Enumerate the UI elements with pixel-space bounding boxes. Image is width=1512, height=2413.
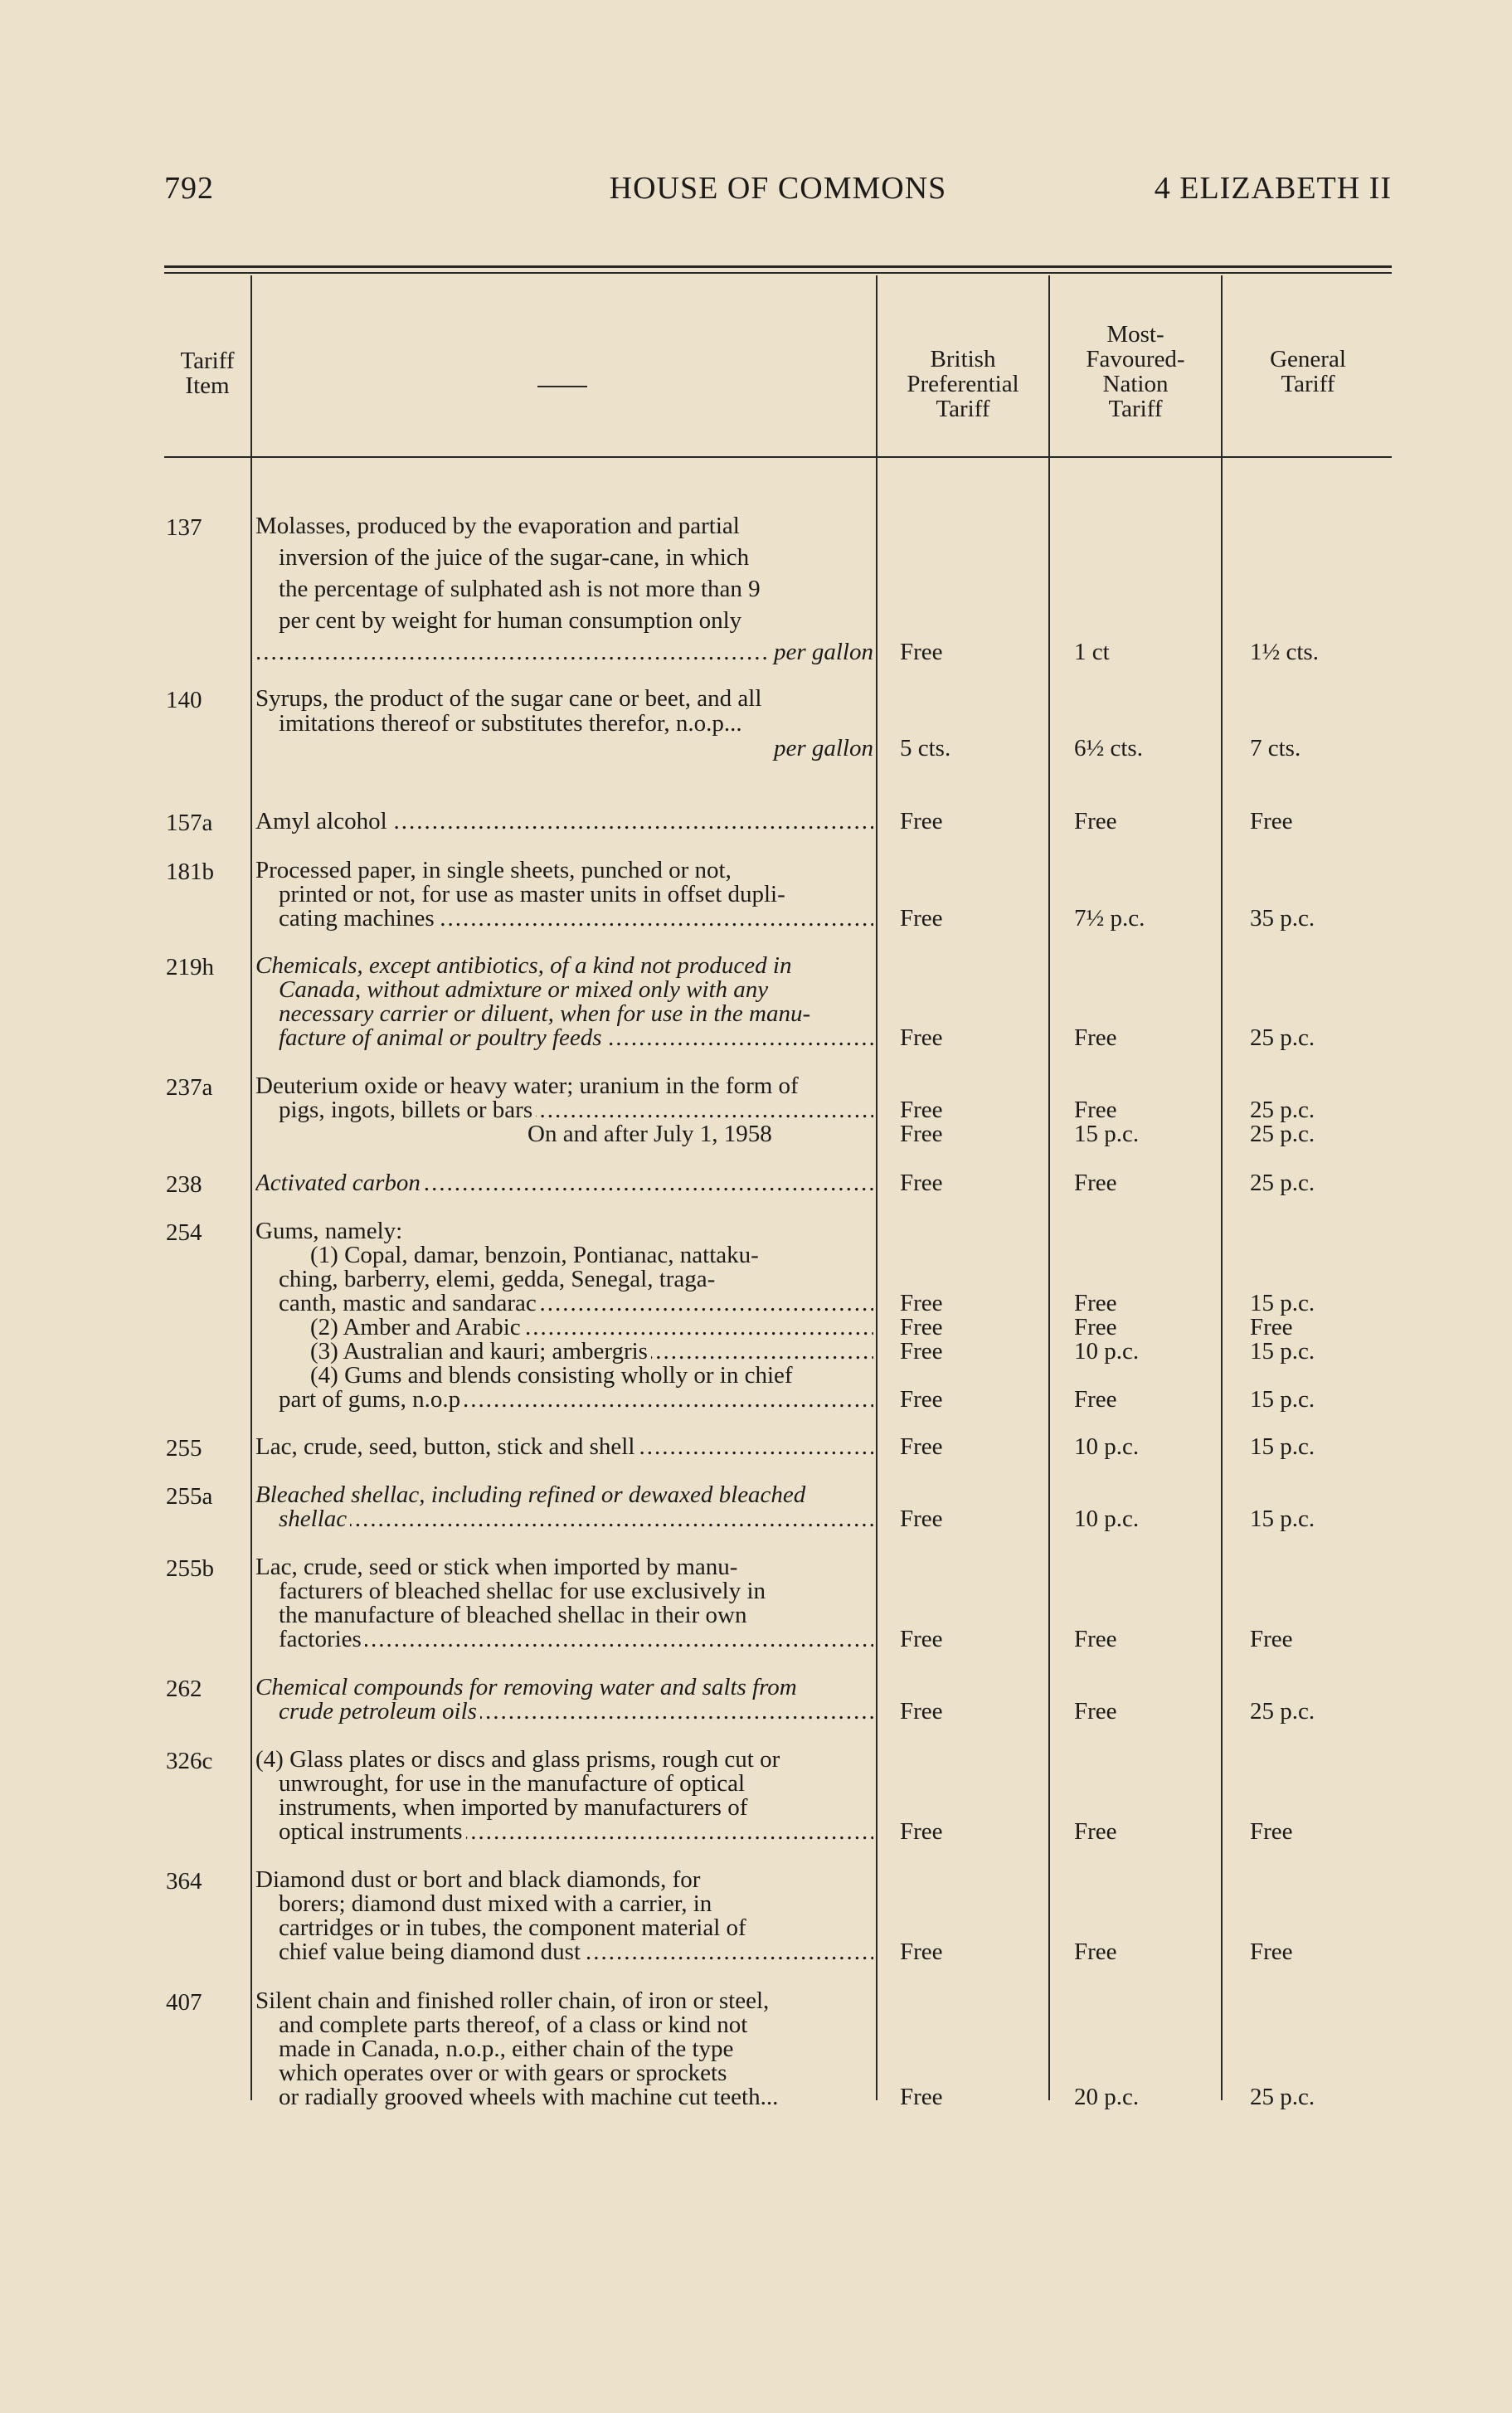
description-line: and complete parts thereof, of a class or kind not — [279, 2013, 873, 2037]
description-line: Chemical compounds for removing water and salts from — [255, 1676, 873, 1700]
general-tariff-rate: 25 p.c. — [1250, 1698, 1315, 1725]
british-preferential-rate: Free — [900, 1170, 943, 1196]
description-line: unwrought, for use in the manufacture of optical — [279, 1772, 873, 1796]
description-line: (2) Amber and Arabic ..... — [310, 1316, 873, 1340]
tariff-item-number: 137 — [166, 514, 202, 541]
most-favoured-nation-rate: 10 p.c. — [1074, 1433, 1140, 1460]
general-tariff-rate: 15 p.c. — [1250, 1386, 1315, 1413]
page-title: HOUSE OF COMMONS — [609, 171, 947, 206]
description-line: Gums, namely: — [255, 1219, 873, 1243]
description-line: canth, mastic and sandarac ..... — [279, 1292, 873, 1316]
description-line: Amyl alcohol ..... — [255, 810, 873, 834]
description-line: optical instruments ..... — [279, 1820, 873, 1844]
british-preferential-rate: Free — [900, 1024, 943, 1051]
description-line: made in Canada, n.o.p., either chain of the type — [279, 2037, 873, 2061]
general-tariff-rate: 15 p.c. — [1250, 1506, 1315, 1532]
description-line: (4) Gums and blends consisting wholly or in chief — [310, 1364, 873, 1388]
table-top-rule — [164, 265, 1392, 268]
page-number: 792 — [164, 171, 214, 206]
description-line: facturers of bleached shellac for use exclusively in — [279, 1579, 873, 1603]
description-line: Canada, without admixture or mixed only with any — [279, 978, 873, 1002]
british-preferential-rate: Free — [900, 1338, 943, 1365]
header-bottom-rule — [164, 456, 1392, 458]
most-favoured-nation-rate: Free — [1074, 1314, 1117, 1340]
description-line: On and after July 1, 1958 — [527, 1122, 873, 1146]
british-preferential-rate: Free — [900, 1290, 943, 1316]
general-tariff-rate: 25 p.c. — [1250, 1024, 1315, 1051]
general-tariff-rate: 25 p.c. — [1250, 1121, 1315, 1147]
description-line: Bleached shellac, including refined or dewaxed bleached — [255, 1483, 873, 1507]
general-tariff-rate: 25 p.c. — [1250, 1097, 1315, 1123]
description-line: Activated carbon ..... — [255, 1171, 873, 1195]
most-favoured-nation-rate: 10 p.c. — [1074, 1506, 1140, 1532]
description-line: (1) Copal, damar, benzoin, Pontianac, nattaku- — [310, 1243, 873, 1267]
general-tariff-rate: 25 p.c. — [1250, 1170, 1315, 1196]
most-favoured-nation-rate: 15 p.c. — [1074, 1121, 1140, 1147]
british-preferential-rate: Free — [900, 1506, 943, 1532]
most-favoured-nation-rate: 10 p.c. — [1074, 1338, 1140, 1365]
british-preferential-rate: Free — [900, 808, 943, 834]
tariff-item-number: 181b — [166, 859, 214, 885]
tariff-item-number: 238 — [166, 1171, 202, 1198]
tariff-item-number: 255a — [166, 1483, 213, 1510]
tariff-item-number: 237a — [166, 1074, 213, 1101]
description-line: crude petroleum oils ..... — [279, 1700, 873, 1724]
tariff-item-number: 255b — [166, 1555, 214, 1582]
description-line: the manufacture of bleached shellac in their own — [279, 1603, 873, 1627]
most-favoured-nation-rate: Free — [1074, 808, 1117, 834]
table-top-rule-2 — [164, 272, 1392, 274]
description-line: which operates over or with gears or sprockets — [279, 2061, 873, 2085]
column-header-description — [537, 386, 587, 387]
british-preferential-rate: Free — [900, 2084, 943, 2110]
description-line: or radially grooved wheels with machine cut teeth... — [279, 2085, 873, 2109]
description-line: facture of animal or poultry feeds ..... — [279, 1026, 873, 1050]
general-tariff-rate: Free — [1250, 1939, 1293, 1965]
description-line: factories ..... — [279, 1627, 873, 1652]
general-tariff-rate: 35 p.c. — [1250, 905, 1315, 932]
description-line: borers; diamond dust mixed with a carrier, in — [279, 1892, 873, 1916]
description-line: Lac, crude, seed, button, stick and shell ..... — [255, 1435, 873, 1459]
column-divider — [1048, 275, 1050, 2100]
british-preferential-rate: Free — [900, 1121, 943, 1147]
column-header-general: General Tariff — [1270, 346, 1346, 397]
description-line: (4) Glass plates or discs and glass prisms, rough cut or — [255, 1748, 873, 1772]
most-favoured-nation-rate: Free — [1074, 1698, 1117, 1725]
description-line: shellac ..... — [279, 1507, 873, 1531]
british-preferential-rate: Free — [900, 1386, 943, 1413]
tariff-item-number: 364 — [166, 1868, 202, 1895]
general-tariff-rate: 25 p.c. — [1250, 2084, 1315, 2110]
most-favoured-nation-rate: Free — [1074, 1170, 1117, 1196]
column-divider — [1221, 275, 1223, 2100]
description-line: instruments, when imported by manufacturers of — [279, 1796, 873, 1820]
british-preferential-rate: Free — [900, 1433, 943, 1460]
description-line: Chemicals, except antibiotics, of a kind not produced in — [255, 954, 873, 978]
general-tariff-rate: 1½ cts. — [1250, 639, 1319, 665]
most-favoured-nation-rate: Free — [1074, 1386, 1117, 1413]
most-favoured-nation-rate: Free — [1074, 1818, 1117, 1845]
description-line: ching, barberry, elemi, gedda, Senegal, traga- — [279, 1267, 873, 1292]
description-line: inversion of the juice of the sugar-cane, in which — [279, 546, 873, 570]
description-line: Lac, crude, seed or stick when imported by manu- — [255, 1555, 873, 1579]
column-header-item: Tariff Item — [180, 348, 235, 399]
general-tariff-rate: 15 p.c. — [1250, 1433, 1315, 1460]
description-line: cartridges or in tubes, the component material of — [279, 1916, 873, 1940]
description-line: cating machines ..... — [279, 907, 873, 931]
british-preferential-rate: Free — [900, 1314, 943, 1340]
tariff-item-number: 255 — [166, 1435, 202, 1462]
general-tariff-rate: Free — [1250, 1626, 1293, 1652]
description-line: part of gums, n.o.p ..... — [279, 1388, 873, 1412]
general-tariff-rate: 15 p.c. — [1250, 1338, 1315, 1365]
column-header-british-preferential: British Preferential Tariff — [907, 346, 1019, 422]
tariff-item-number: 140 — [166, 687, 202, 713]
description-line: per gallon — [255, 737, 873, 761]
british-preferential-rate: Free — [900, 1818, 943, 1845]
british-preferential-rate: Free — [900, 1626, 943, 1652]
description-line: (3) Australian and kauri; ambergris ..... — [310, 1340, 873, 1364]
most-favoured-nation-rate: Free — [1074, 1097, 1117, 1123]
most-favoured-nation-rate: 1 ct — [1074, 639, 1110, 665]
most-favoured-nation-rate: 6½ cts. — [1074, 735, 1143, 761]
british-preferential-rate: Free — [900, 639, 943, 665]
general-tariff-rate: 7 cts. — [1250, 735, 1301, 761]
british-preferential-rate: 5 cts. — [900, 735, 951, 761]
tariff-item-number: 326c — [166, 1748, 213, 1774]
most-favoured-nation-rate: Free — [1074, 1939, 1117, 1965]
description-line: Molasses, produced by the evaporation and partial — [255, 514, 873, 538]
description-line: per gallon ..... — [255, 640, 873, 664]
regnal-year: 4 ELIZABETH II — [1154, 171, 1392, 206]
most-favoured-nation-rate: Free — [1074, 1290, 1117, 1316]
column-header-most-favoured-nation: Most- Favoured- Nation Tariff — [1086, 321, 1185, 422]
description-line: per cent by weight for human consumption only — [279, 609, 873, 633]
general-tariff-rate: Free — [1250, 1818, 1293, 1845]
british-preferential-rate: Free — [900, 905, 943, 932]
tariff-item-number: 262 — [166, 1676, 202, 1702]
description-line: pigs, ingots, billets or bars ..... — [279, 1098, 873, 1122]
general-tariff-rate: 15 p.c. — [1250, 1290, 1315, 1316]
description-line: Processed paper, in single sheets, punched or not, — [255, 859, 873, 883]
tariff-item-number: 219h — [166, 954, 214, 980]
running-header — [164, 170, 1392, 220]
description-line: Silent chain and finished roller chain, of iron or steel, — [255, 1989, 873, 2013]
most-favoured-nation-rate: 20 p.c. — [1074, 2084, 1140, 2110]
description-line: Diamond dust or bort and black diamonds, for — [255, 1868, 873, 1892]
column-divider — [876, 275, 878, 2100]
description-line: Syrups, the product of the sugar cane or beet, and all — [255, 687, 873, 711]
most-favoured-nation-rate: Free — [1074, 1626, 1117, 1652]
tariff-item-number: 407 — [166, 1989, 202, 2016]
british-preferential-rate: Free — [900, 1097, 943, 1123]
british-preferential-rate: Free — [900, 1939, 943, 1965]
most-favoured-nation-rate: 7½ p.c. — [1074, 905, 1145, 932]
general-tariff-rate: Free — [1250, 808, 1293, 834]
description-line: chief value being diamond dust ..... — [279, 1940, 873, 1964]
description-line: imitations thereof or substitutes therefor, n.o.p... — [279, 712, 873, 736]
description-line: the percentage of sulphated ash is not more than 9 — [279, 577, 873, 601]
british-preferential-rate: Free — [900, 1698, 943, 1725]
description-line: necessary carrier or diluent, when for use in the manu- — [279, 1002, 873, 1026]
description-line: Deuterium oxide or heavy water; uranium in the form of — [255, 1074, 873, 1098]
general-tariff-rate: Free — [1250, 1314, 1293, 1340]
tariff-item-number: 157a — [166, 810, 213, 836]
description-line: printed or not, for use as master units in offset dupli- — [279, 883, 873, 907]
tariff-item-number: 254 — [166, 1219, 202, 1246]
most-favoured-nation-rate: Free — [1074, 1024, 1117, 1051]
